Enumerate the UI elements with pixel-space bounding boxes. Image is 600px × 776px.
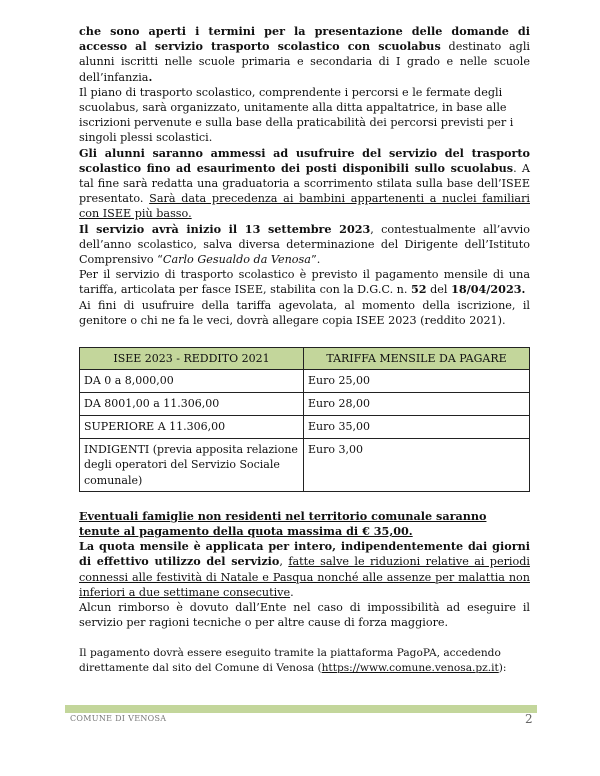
- paragraph-monthly-fee: [79, 539, 530, 600]
- table-cell: INDIGENTI (previa apposita relazione degli operatori del Servizio Sociale comunale): [80, 439, 304, 492]
- table-cell: Euro 35,00: [304, 416, 530, 439]
- bold-text: che sono aperti i termini per la presentazione delle domande di accesso al servizio trasporto scolastico con scuolabus: [79, 24, 530, 54]
- comune-website-link[interactable]: https://www.comune.venosa.pz.it: [321, 661, 499, 674]
- document-body: [79, 24, 530, 676]
- paragraph-refund: Alcun rimborso è dovuto dall’Ente nel caso di impossibilità ad eseguire il servizio per ragioni tecniche o per altre cause di forza maggiore.: [79, 601, 530, 630]
- text: . A tal fine sarà redatta una graduatoria a scorrimento stilata sulla base dell’ISEE presentato.: [79, 161, 530, 206]
- table-header: ISEE 2023 - REDDITO 2021: [80, 348, 304, 370]
- table-cell: DA 0 a 8,000,00: [80, 370, 304, 393]
- table-header-row: [80, 348, 530, 370]
- paragraph-transport-plan: Il piano di trasporto scolastico, comprendente i percorsi e le fermate degli scuolabus, sarà organizzato, unitamente alla ditta appaltatrice, in base alle iscrizioni pervenute e sulla base della praticabilità dei percorsi previsti per i singoli plessi scolastici.: [79, 85, 514, 145]
- paragraph-admission: [79, 146, 530, 222]
- text: ”.: [310, 253, 321, 267]
- bold-text: Il servizio avrà inizio il 13 settembre 2023: [79, 221, 371, 236]
- paragraph-service-start: [79, 222, 530, 268]
- section-payment-rules: [79, 509, 530, 631]
- table-cell: Euro 3,00: [304, 439, 530, 492]
- table-header: TARIFFA MENSILE DA PAGARE: [304, 348, 530, 370]
- table-row: [80, 439, 530, 492]
- italic-text: Carlo Gesualdo da Venosa: [162, 253, 311, 267]
- page-number: 2: [525, 712, 533, 726]
- underlined-text: fatte salve le riduzioni relative ai periodi connessi alle festività di Natale e Pasqua nonché alle assenze per malattia non inferiori a due settimane consecutive: [79, 555, 530, 599]
- paragraph-isee: Ai fini di usufruire della tariffa agevolata, al momento della iscrizione, il genitore o chi ne fa le veci, dovrà allegare copia ISEE 2023 (reddito 2021).: [79, 298, 530, 327]
- table-cell: Euro 25,00: [304, 370, 530, 393]
- text: ):: [498, 661, 507, 674]
- text: del: [426, 283, 452, 297]
- text: .: [290, 585, 294, 599]
- text: , contestualmente all’avvio dell’anno scolastico, salva diversa determinazione del Dirigente dell’Istituto Comprensivo “: [79, 222, 530, 267]
- tariff-table: [79, 347, 530, 492]
- paragraph-pagopa: [79, 646, 530, 676]
- text: ,: [279, 555, 289, 569]
- table-cell: DA 8001,00 a 11.306,00: [80, 393, 304, 416]
- bold-text: Gli alunni saranno ammessi ad usufruire del servizio del trasporto scolastico fino ad esaurimento dei posti disponibili sullo scuolabus: [79, 145, 530, 175]
- paragraph-non-residents: Eventuali famiglie non residenti nel territorio comunale saranno tenute al pagamento della quota massima di € 35,00.: [79, 508, 487, 539]
- underlined-text: Sarà data precedenza ai bambini appartenenti a nuclei familiari con ISEE più basso.: [79, 192, 530, 221]
- text: .: [148, 69, 153, 84]
- table-row: [80, 370, 530, 393]
- footer-municipality: COMUNE DI VENOSA: [70, 714, 167, 723]
- text: Per il servizio di trasporto scolastico è previsto il pagamento mensile di una tariffa, articolata per fasce ISEE, stabilita con la D.G.C. n.: [79, 268, 530, 297]
- bold-text: 18/04/2023.: [451, 282, 526, 297]
- table-row: [80, 416, 530, 439]
- text: Il pagamento dovrà essere eseguito tramite la piattaforma PagoPA, accedendo direttamente dal sito del Comune di Venosa (: [79, 646, 501, 674]
- text: destinato agli alunni iscritti nelle scuole primaria e secondaria di I grado e nelle scuole dell’infanzia: [79, 40, 531, 84]
- bold-text: La quota mensile è applicata per intero, indipendentemente dai giorni di effettivo utilizzo del servizio: [79, 539, 530, 569]
- bold-text: 52: [411, 282, 427, 297]
- paragraph-application-open: [79, 24, 530, 85]
- footer-bar: [65, 705, 537, 713]
- table-cell: SUPERIORE A 11.306,00: [80, 416, 304, 439]
- table-cell: Euro 28,00: [304, 393, 530, 416]
- table-row: [80, 393, 530, 416]
- paragraph-tariff: [79, 267, 530, 297]
